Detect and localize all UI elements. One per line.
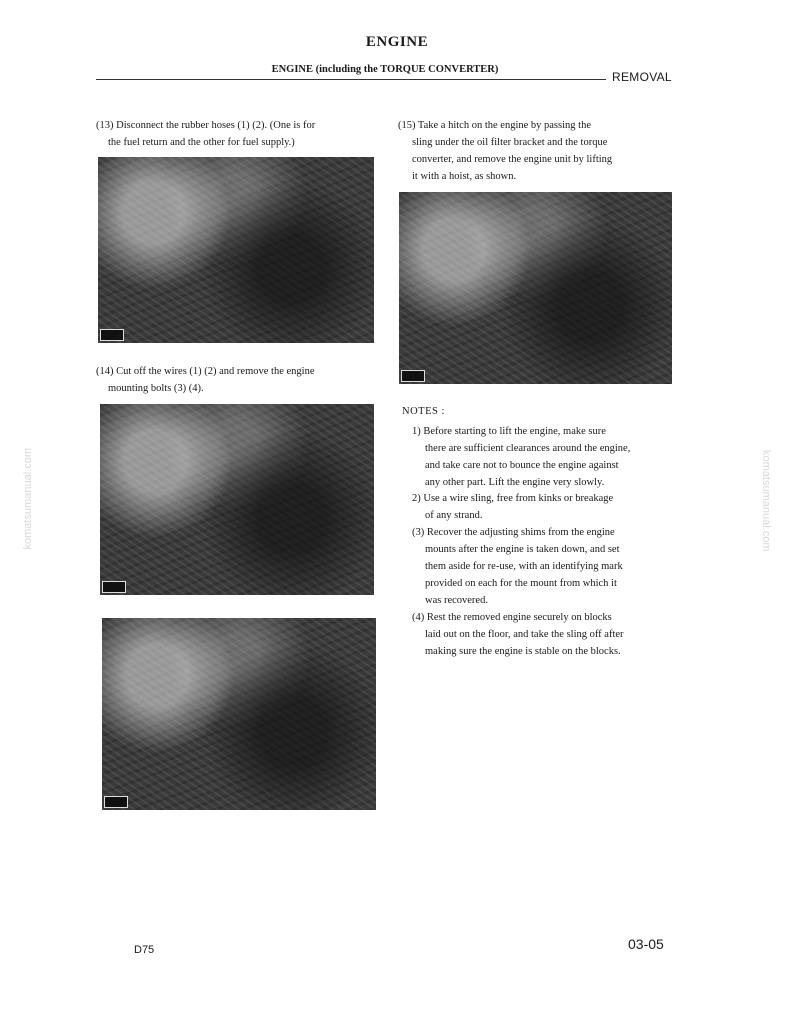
step-14-line-1: (14) Cut off the wires (1) (2) and remove the engine xyxy=(96,366,315,377)
note-2-line-2: of any strand. xyxy=(425,510,483,521)
footer-model: D75 xyxy=(134,944,155,956)
note-1 xyxy=(412,423,682,491)
step-14-line-2: mounting bolts (3) (4). xyxy=(108,383,204,394)
note-3 xyxy=(412,524,682,609)
step-13-line-1: (13) Disconnect the rubber hoses (1) (2). (One is for xyxy=(96,120,316,131)
step-15-line-2: sling under the oil filter bracket and the torque xyxy=(412,137,608,148)
photo-mounting-bolts xyxy=(102,618,376,810)
page-title: ENGINE xyxy=(365,34,429,50)
note-4-line-3: making sure the engine is stable on the blocks. xyxy=(425,646,621,657)
step-15-line-3: converter, and remove the engine unit by lifting xyxy=(412,154,613,165)
page-subtitle: ENGINE (including the TORQUE CONVERTER) xyxy=(271,64,499,75)
photo-wires xyxy=(100,404,374,595)
note-1-line-1: 1) Before starting to lift the engine, make sure xyxy=(412,426,606,437)
section-label: REMOVAL xyxy=(612,70,672,84)
watermark-left: komatsumanual.com xyxy=(22,448,34,550)
note-1-line-4: any other part. Lift the engine very slowly. xyxy=(425,477,605,488)
header-rule xyxy=(96,79,606,80)
note-4-line-2: laid out on the floor, and take the sling off after xyxy=(425,629,624,640)
step-13 xyxy=(96,117,376,151)
note-3-line-4: provided on each for the mount from which it xyxy=(425,578,617,589)
notes-heading: NOTES : xyxy=(402,406,445,417)
note-4 xyxy=(412,609,682,660)
note-3-line-3: them aside for re-use, with an identifying mark xyxy=(425,561,623,572)
note-3-line-5: was recovered. xyxy=(425,595,488,606)
step-15-line-4: it with a hoist, as shown. xyxy=(412,171,517,182)
photo-engine-hoist xyxy=(399,192,672,384)
step-14 xyxy=(96,363,376,397)
note-3-line-1: (3) Recover the adjusting shims from the engine xyxy=(412,527,615,538)
footer-page-number: 03-05 xyxy=(628,936,664,952)
step-13-line-2: the fuel return and the other for fuel supply.) xyxy=(108,137,295,148)
note-3-line-2: mounts after the engine is taken down, and set xyxy=(425,544,620,555)
note-2-line-1: 2) Use a wire sling, free from kinks or breakage xyxy=(412,493,614,504)
note-2 xyxy=(412,490,682,524)
watermark-right: komatsumanual.com xyxy=(760,450,772,552)
note-1-line-3: and take care not to bounce the engine against xyxy=(425,460,619,471)
photo-tag xyxy=(104,796,128,808)
photo-rubber-hoses xyxy=(98,157,374,343)
note-4-line-1: (4) Rest the removed engine securely on blocks xyxy=(412,612,612,623)
photo-tag xyxy=(100,329,124,341)
note-1-line-2: there are sufficient clearances around the engine, xyxy=(425,443,631,454)
photo-tag xyxy=(401,370,425,382)
photo-tag xyxy=(102,581,126,593)
step-15 xyxy=(398,117,678,185)
step-15-line-1: (15) Take a hitch on the engine by passing the xyxy=(398,120,591,131)
